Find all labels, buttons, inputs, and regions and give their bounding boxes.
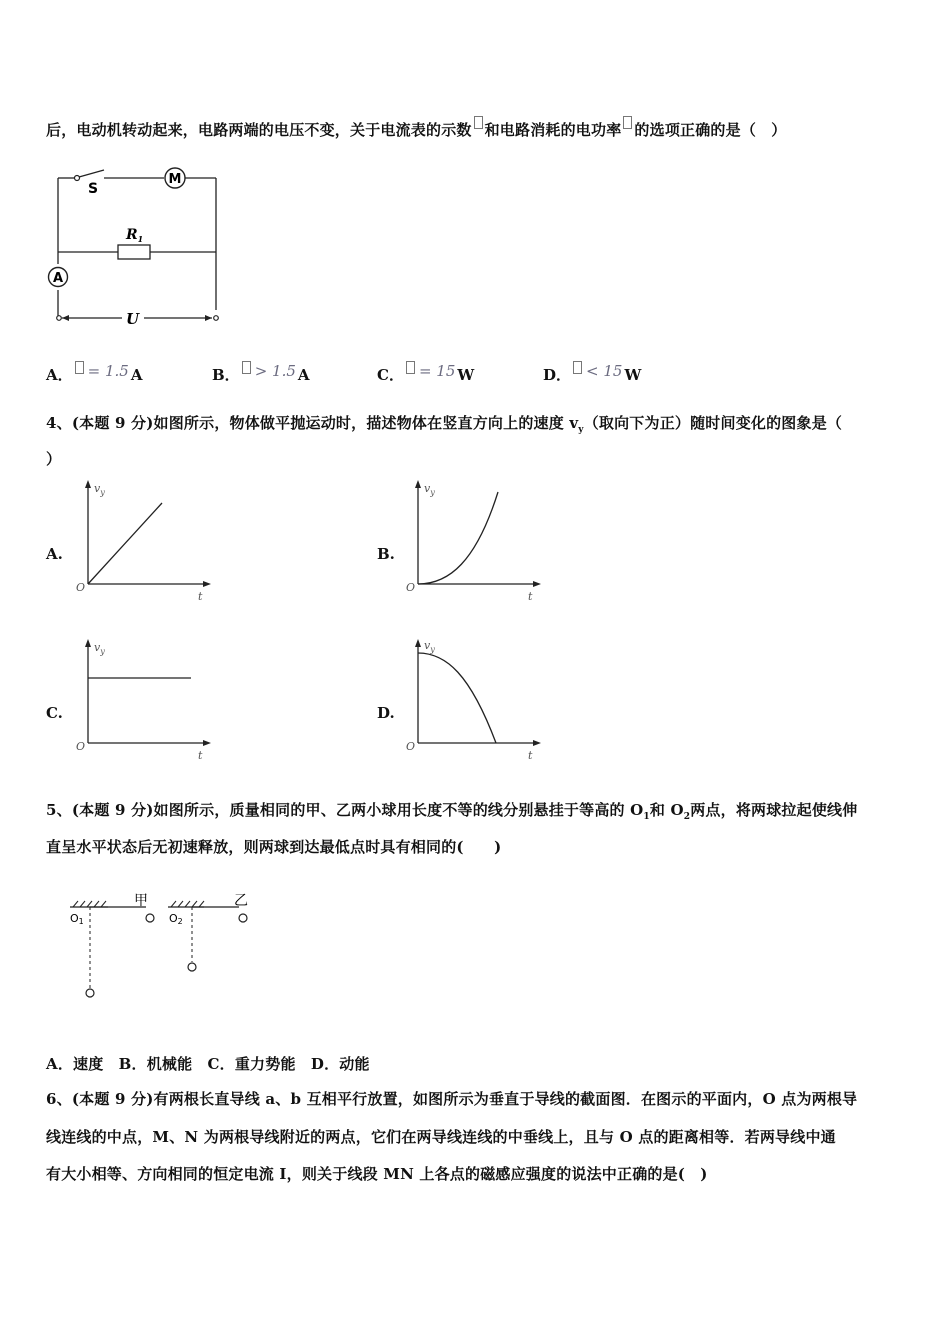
q4-stem-line-1 — [46, 412, 842, 435]
q4-stem-part-a: 4、(本题 9 分)如图所示，物体做平抛运动时，描述物体在竖直方向上的速度 v — [46, 414, 579, 432]
axis-y-label: $v_y$ — [424, 482, 435, 497]
option-a-unit: A — [130, 366, 143, 384]
missing-glyph-icon — [474, 116, 483, 129]
q3-option-d[interactable] — [543, 361, 641, 385]
option-b-math: > 1.5 — [254, 362, 296, 380]
q4-graph-b — [404, 477, 544, 607]
ball-jia-start-icon — [146, 914, 154, 922]
origin-label: O — [76, 581, 86, 594]
motor-label: M — [168, 172, 182, 187]
q3-stem-line — [46, 116, 786, 140]
ball-jia-label: 甲 — [134, 893, 148, 909]
q3-option-b[interactable] — [212, 361, 310, 385]
ball-yi-start-icon — [239, 914, 247, 922]
q4-graph-c — [74, 636, 214, 766]
q6-stem-line-3: 有大小相等、方向相同的恒定电流 I，则关于线段 MN 上各点的磁感应强度的说法中正确的是( ) — [46, 1165, 708, 1183]
ammeter-label: A — [52, 271, 64, 286]
resistor-label: $R_1$ — [126, 227, 144, 244]
voltage-label: U — [126, 310, 140, 328]
graph-a-line — [88, 503, 162, 584]
q4-graph-d-label[interactable]: D. — [377, 704, 395, 722]
q4-graph-a-label[interactable]: A. — [46, 545, 63, 563]
q5-stem-part-c: 两点，将两球拉起使线伸 — [690, 801, 858, 819]
q3-stem-part-b: 和电路消耗的电功率 — [484, 121, 622, 139]
q5-stem-sub-2: 2 — [683, 812, 691, 822]
switch-label: S — [88, 181, 99, 197]
q4-stem-part-b: （取向下为正）随时间变化的图象是（ — [583, 414, 843, 432]
ball-jia-bottom-icon — [86, 989, 94, 997]
resistor-icon — [118, 245, 150, 259]
missing-glyph-icon — [75, 361, 84, 374]
axis-x-label: t — [198, 590, 203, 603]
q4-graph-d — [404, 636, 544, 766]
q5-stem-line-1 — [46, 799, 857, 822]
ball-yi-bottom-icon — [188, 963, 196, 971]
missing-glyph-icon — [623, 116, 632, 129]
axis-x-label: t — [528, 749, 533, 762]
q4-graph-c-label[interactable]: C. — [46, 704, 63, 722]
q5-answer-options[interactable]: A．速度 B．机械能 C．重力势能 D．动能 — [46, 1055, 370, 1073]
origin-label: O — [406, 581, 416, 594]
q4-stem-sub: y — [578, 425, 584, 435]
missing-glyph-icon — [573, 361, 582, 374]
missing-glyph-icon — [242, 361, 251, 374]
option-c-unit: W — [457, 366, 475, 384]
axis-x-label: t — [528, 590, 533, 603]
q6-stem-line-2: 线连线的中点，M、N 为两根导线附近的两点，它们在两导线连线的中垂线上，且与 O 点的距离相等．若两导线中通 — [46, 1128, 836, 1146]
q5-stem-part-b: 和 O — [649, 801, 684, 819]
axis-x-label: t — [198, 749, 203, 762]
pivot-2-label: O2 — [169, 912, 183, 926]
q4-stem-line-2: ） — [46, 450, 62, 468]
q3-option-a[interactable] — [46, 361, 142, 385]
option-b-label: B． — [212, 366, 240, 384]
q3-circuit-diagram — [44, 160, 234, 335]
q5-stem-part-a: 5、(本题 9 分)如图所示，质量相同的甲、乙两小球用长度不等的线分别悬挂于等高的 O — [46, 801, 644, 819]
pivot-1-label: O1 — [70, 912, 84, 926]
option-c-math: = 15 — [418, 362, 456, 380]
option-d-math: < 15 — [586, 362, 623, 380]
axis-y-label: $v_y$ — [94, 641, 105, 656]
graph-d-curve — [418, 653, 496, 743]
origin-label: O — [406, 740, 416, 753]
q3-stem-part-a: 后，电动机转动起来，电路两端的电压不变，关于电流表的示数 — [46, 121, 472, 139]
q3-option-c[interactable] — [377, 361, 474, 385]
option-d-label: D． — [543, 366, 572, 384]
q3-stem-part-c: 的选项正确的是（ ） — [634, 121, 787, 139]
q5-stem-line-2: 直呈水平状态后无初速释放，则两球到达最低点时具有相同的( ) — [46, 838, 502, 856]
q4-graph-a — [74, 477, 214, 607]
axis-y-label: $v_y$ — [424, 639, 435, 654]
axis-y-label: $v_y$ — [94, 482, 105, 497]
option-b-unit: A — [297, 366, 310, 384]
ball-yi-label: 乙 — [234, 893, 248, 909]
q4-graph-b-label[interactable]: B. — [377, 545, 395, 563]
graph-b-curve — [418, 492, 498, 584]
option-a-math: = 1.5 — [87, 362, 129, 380]
option-d-unit: W — [624, 366, 642, 384]
missing-glyph-icon — [406, 361, 415, 374]
q6-stem-line-1: 6、(本题 9 分)有两根长直导线 a、b 互相平行放置，如图所示为垂直于导线的截面图．在图示的平面内，O 点为两根导 — [46, 1090, 858, 1108]
q5-pendulum-figure — [64, 888, 264, 1003]
origin-label: O — [76, 740, 86, 753]
option-c-label: C． — [377, 366, 404, 384]
option-a-label: A． — [46, 366, 73, 384]
q5-stem-sub-1: 1 — [643, 812, 650, 822]
